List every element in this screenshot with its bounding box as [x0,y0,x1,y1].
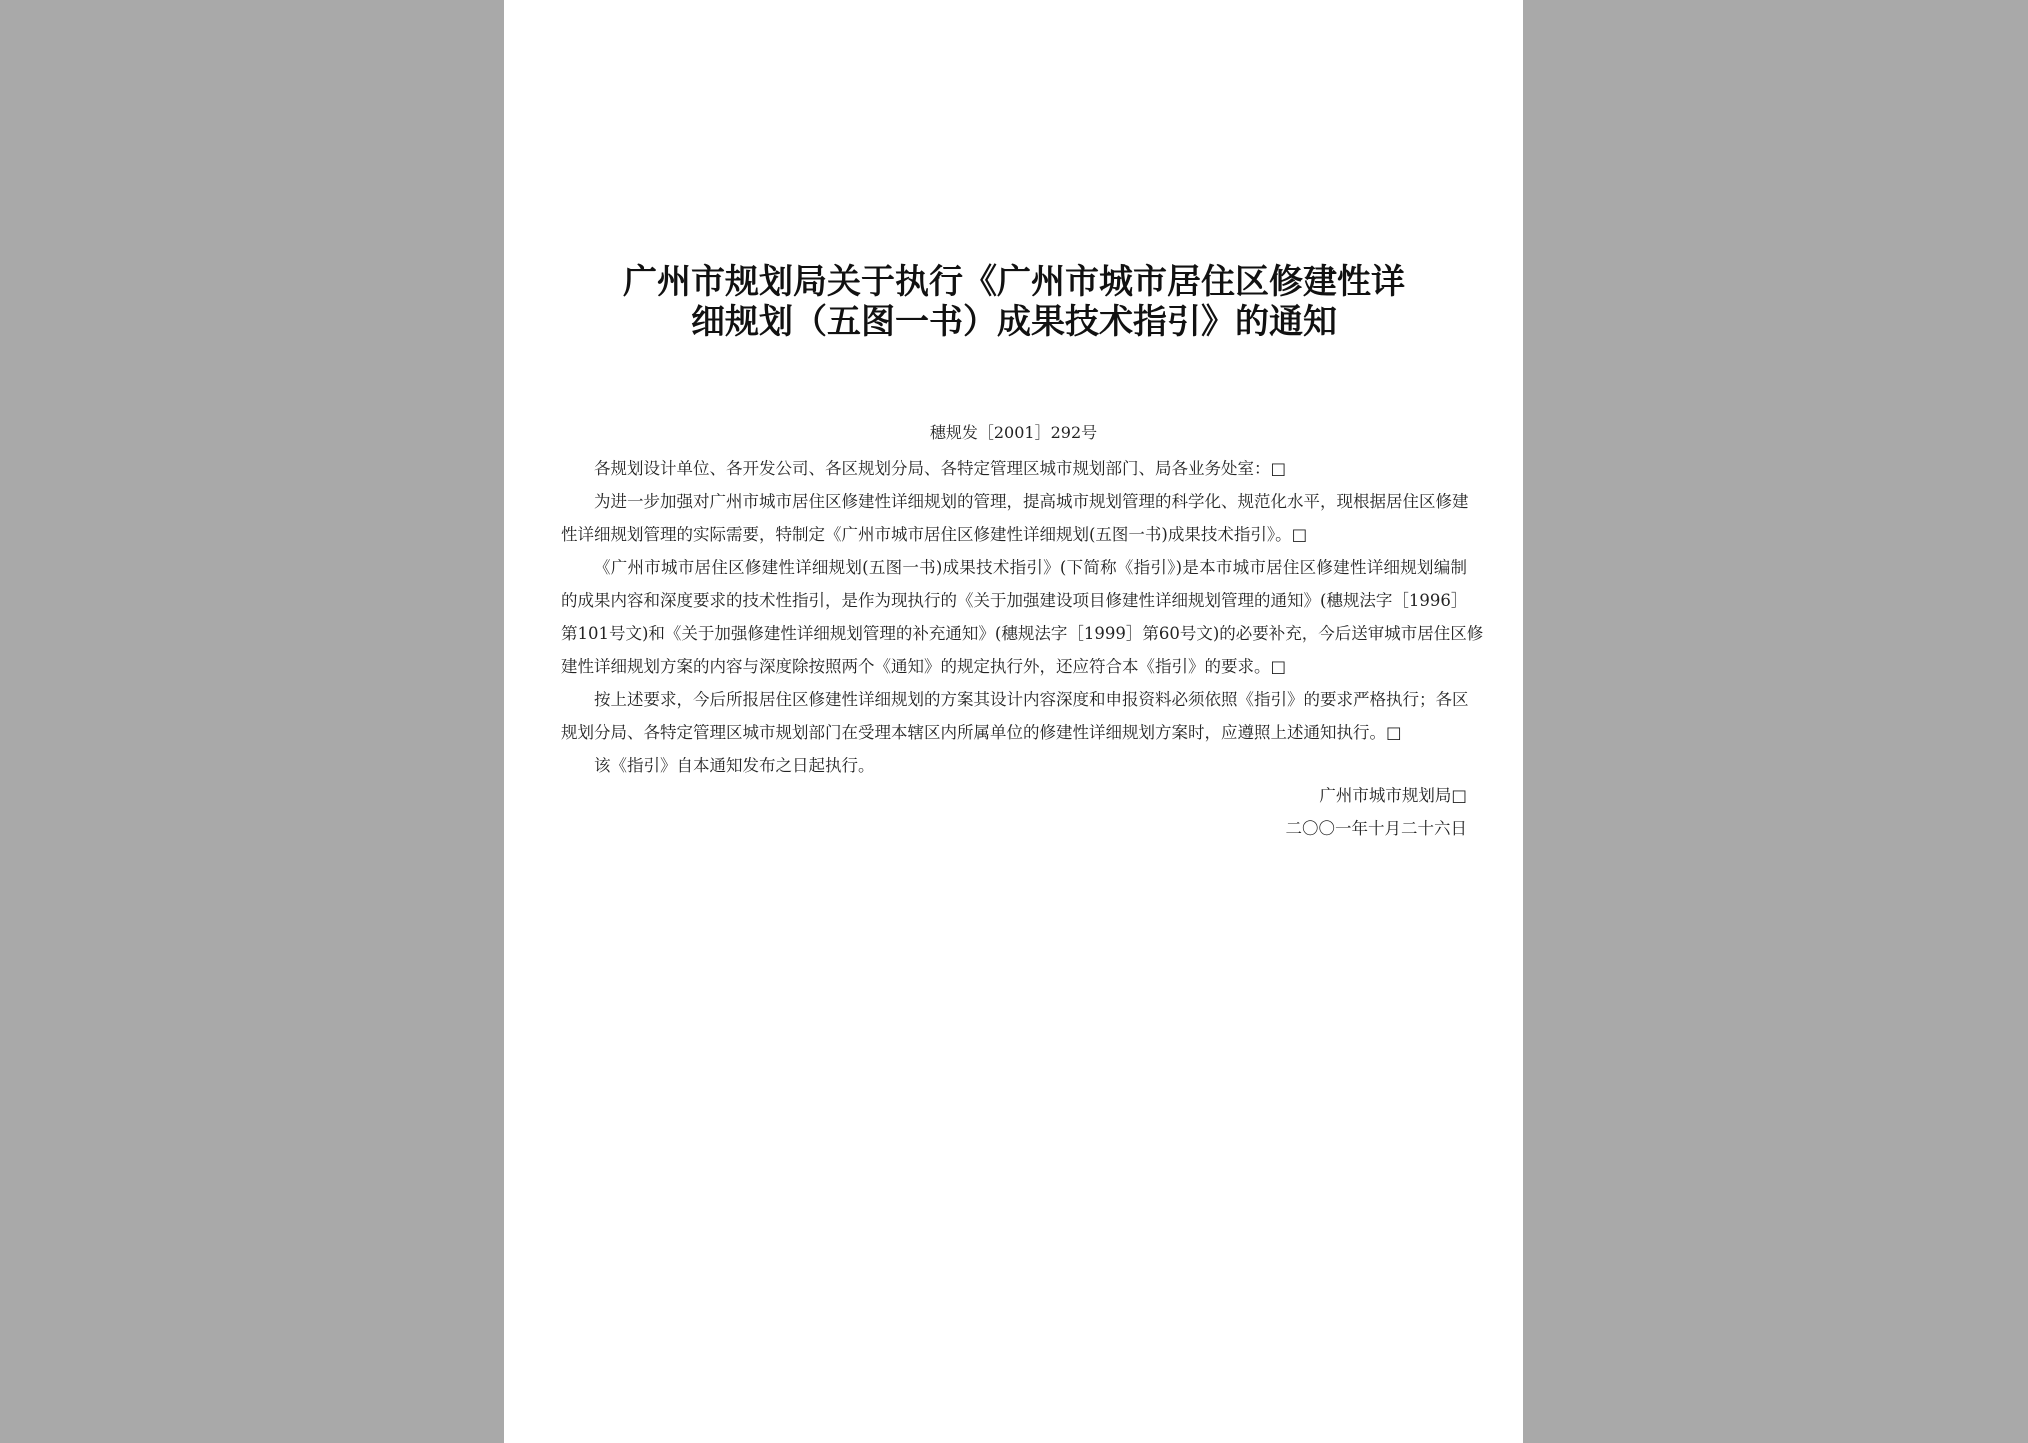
body-line-7: 建性详细规划方案的内容与深度除按照两个《通知》的规定执行外，还应符合本《指引》的要求。□ [561,657,1287,676]
body-line-5: 的成果内容和深度要求的技术性指引，是作为现执行的《关于加强建设项目修建性详细规划管理的通知》(穗规法字［1996］ [561,591,1468,610]
body-line-6: 第101号文)和《关于加强修建性详细规划管理的补充通知》(穗规法字［1999］第60号文)的必要补充，今后送审城市居住区修 [561,624,1484,643]
body-line-9: 规划分局、各特定管理区城市规划部门在受理本辖区内所属单位的修建性详细规划方案时，应遵照上述通知执行。□ [561,723,1402,742]
body-line-4: 《广州市城市居住区修建性详细规划(五图一书)成果技术指引》(下简称《指引》)是本市城市居住区修建性详细规划编制 [594,558,1467,577]
body-line-1: 各规划设计单位、各开发公司、各区规划分局、各特定管理区城市规划部门、局各业务处室：□ [594,459,1287,478]
document-page [504,0,1523,1443]
signature-block [1286,779,1468,845]
document-body [561,452,1484,782]
issuer-signature: 广州市城市规划局□ [1319,786,1467,805]
body-line-2: 为进一步加强对广州市城市居住区修建性详细规划的管理，提高城市规划管理的科学化、规范化水平，现根据居住区修建 [594,492,1469,511]
title-line-1: 广州市规划局关于执行《广州市城市居住区修建性详 [623,262,1405,302]
page-title [544,262,1484,342]
document-number: 穗规发［2001］292号 [929,423,1098,442]
issue-date: 二〇〇一年十月二十六日 [1285,819,1467,838]
body-line-8: 按上述要求，今后所报居住区修建性详细规划的方案其设计内容深度和申报资料必须依照《指引》的要求严格执行；各区 [594,690,1469,709]
title-line-2: 细规划（五图一书）成果技术指引》的通知 [691,302,1337,342]
body-line-10: 该《指引》自本通知发布之日起执行。 [594,756,875,775]
body-line-3: 性详细规划管理的实际需要，特制定《广州市城市居住区修建性详细规划(五图一书)成果技术指引》。□ [561,525,1308,544]
